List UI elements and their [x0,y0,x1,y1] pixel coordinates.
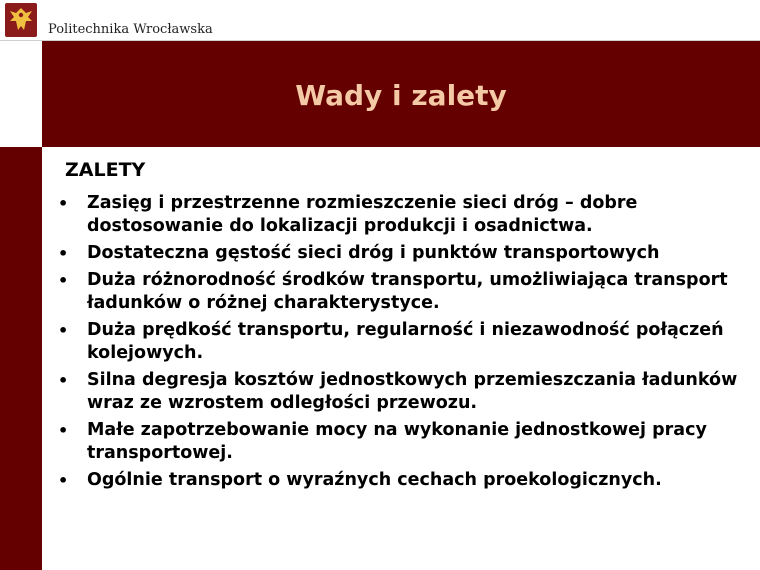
bullet-text: Małe zapotrzebowanie mocy na wykonanie jednostkowej pracy transportowej. [87,420,707,463]
bullet-text: Silna degresja kosztów jednostkowych przemieszczania ładunków wraz ze wzrostem odległości przewozu. [87,370,738,413]
bullet-text: Dostateczna gęstość sieci dróg i punktów transportowych [87,243,660,263]
bullet-marker: • [58,244,69,263]
bullet-marker: • [58,371,69,390]
section-heading: ZALETY [65,159,146,181]
bullet-text: Duża różnorodność środków transportu, umożliwiająca transport ładunków o różnej charakterystyce. [87,270,728,313]
list-item [56,419,746,465]
bullet-marker: • [58,194,69,213]
list-item [56,369,746,415]
institution-name: Politechnika Wrocławska [48,22,213,37]
list-item [56,469,746,492]
header-bar [0,0,760,41]
title-band [42,41,760,147]
bullet-marker: • [58,321,69,340]
list-item [56,269,746,315]
left-accent-band [0,147,42,570]
bullet-text: Ogólnie transport o wyraźnych cechach proekologicznych. [87,470,662,490]
eagle-shield-icon [4,2,38,38]
list-item [56,319,746,365]
bullet-text: Duża prędkość transportu, regularność i niezawodność połączeń kolejowych. [87,320,724,363]
bullet-marker: • [58,271,69,290]
bullet-marker: • [58,471,69,490]
list-item [56,192,746,238]
bullet-text: Zasięg i przestrzenne rozmieszczenie sieci dróg – dobre dostosowanie do lokalizacji produkcji i osadnictwa. [87,193,638,236]
bullet-marker: • [58,421,69,440]
bullet-list [56,192,746,496]
list-item [56,242,746,265]
slide-title: Wady i zalety [295,79,507,112]
